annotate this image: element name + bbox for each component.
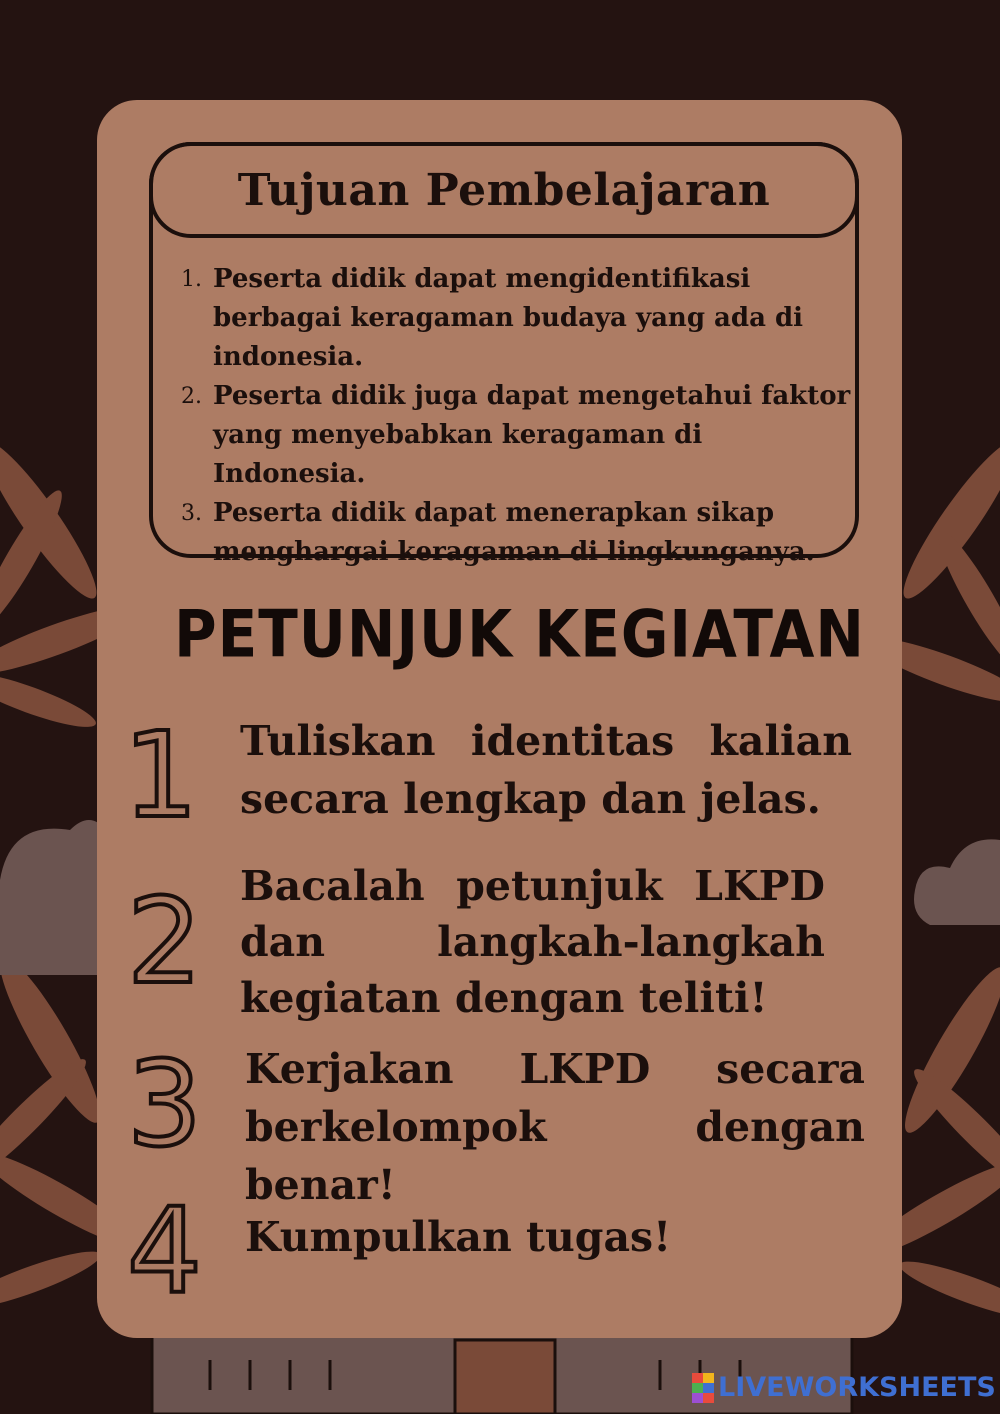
liveworksheets-logo-icon	[692, 1373, 714, 1403]
goal-number: 2.	[181, 384, 202, 409]
activity-title: PETUNJUK KEGIATAN	[174, 595, 865, 673]
learning-goals-list	[181, 260, 853, 572]
goal-item	[181, 494, 853, 572]
goal-number: 3.	[181, 501, 202, 526]
learning-goals-box	[149, 142, 859, 567]
worksheet-card	[97, 100, 902, 1338]
goal-item	[181, 377, 853, 494]
step-number: 4	[127, 1182, 203, 1320]
step-text: Kumpulkan tugas!	[245, 1213, 672, 1261]
learning-goals-header	[149, 142, 859, 238]
goal-text: Peserta didik dapat mengidentifikasi berbagai keragaman budaya yang ada di indonesia.	[213, 264, 804, 372]
goal-number: 1.	[181, 267, 202, 292]
goal-text: Peserta didik dapat menerapkan sikap menghargai keragaman di lingkunganya.	[213, 498, 815, 567]
step-text: Tuliskan identitas kalian secara lengkap dan jelas.	[240, 717, 852, 823]
watermark-text: LIVEWORKSHEETS	[718, 1372, 996, 1403]
step-number: 3	[127, 1035, 203, 1173]
learning-goals-title: Tujuan Pembelajaran	[237, 164, 771, 216]
goal-text: Peserta didik juga dapat mengetahui faktor yang menyebabkan keragaman di Indonesia.	[213, 381, 851, 489]
step-number: 1	[123, 706, 199, 844]
liveworksheets-watermark	[692, 1372, 996, 1403]
goal-item	[181, 260, 853, 377]
step-text: Kerjakan LKPD secara berkelompok dengan benar!	[245, 1045, 865, 1209]
step-text: Bacalah petunjuk LKPD dan langkah-langkah kegiatan dengan teliti!	[240, 862, 825, 1022]
step-number: 2	[127, 872, 203, 1010]
